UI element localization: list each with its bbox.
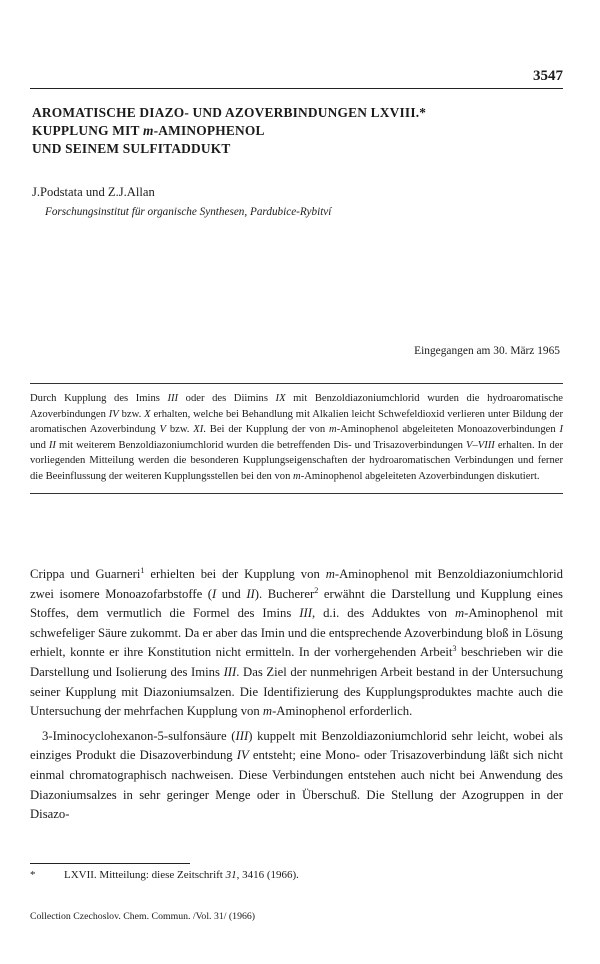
body-paragraph-2: 3-Iminocyclohexanon-5-sulfonsäure (III) kuppelt mit Benzoldiazoniumchlorid sehr leicht, wobei als einziges Produkt die Disazoverbindung IV entsteht; eine Mono- oder Trisazoverbindung läßt sich nicht einmal chromatographisch nachweisen. Diese Verbindungen entstehen auch nicht bei Anwendung des Diazoniumsalzes in sehr geringer Menge oder in Überschuß. Die Stellung der Azogruppen in der Disazo- [30, 728, 563, 822]
footnote-text-b: , 3416 (1966). [236, 869, 299, 881]
header-rule [30, 88, 563, 89]
title-line-2-c: -AMINOPHENOL [153, 123, 265, 138]
affiliation: Forschungsinstitut für organische Synthesen, Pardubice-Rybitví [45, 206, 332, 218]
journal-citation: Collection Czechoslov. Chem. Commun. /Vol. 31/ (1966) [30, 911, 256, 922]
title-line-1: AROMATISCHE DIAZO- UND AZOVERBINDUNGEN LXVIII.* [32, 105, 427, 120]
received-date: Eingegangen am 30. März 1965 [414, 345, 560, 357]
title-line-2 [32, 122, 562, 140]
title-line-2-a: KUPPLUNG MIT [32, 123, 143, 138]
footnote-mark: * [30, 869, 36, 881]
body-paragraph-1: Crippa und Guarneri$^1$ erhielten bei der Kupplung von m-Aminophenol mit Benzoldiazoniumchlorid zwei isomere Monoazofarbstoffe (I und II). Bucherer$^2$ erwähnt die Darstellung und Kupplung eines Stoffes, dem vermutlich die Formel des Imins III, d.i. des Adduktes von m-Aminophenol mit schwefeliger Säure zukommt. Da er aber das Imin und die entsprechende Azoverbindung bloß in Lösung erhielt, konnte er ihre Konstitution nicht ermitteln. In der vorhergehenden Arbeit$^3$ beschrieben wir die Darstellung und Isolierung des Imins III. Das Ziel der nunmehrigen Arbeit bestand in der Untersuchung seiner Kupplung mit Diazoniumsalzen. Die Identifizierung des Kupplungsproduktes machte auch die Untersuchung der mehrfachen Kupplung von m-Aminophenol erforderlich. [30, 565, 564, 719]
title-line-3: UND SEINEM SULFITADDUKT [32, 141, 231, 156]
page-number: 3547 [533, 68, 563, 84]
authors: J.Podstata und Z.J.Allan [32, 185, 155, 199]
title-line-2-italic: m [142, 123, 154, 138]
footnote-rule [30, 863, 190, 864]
paper-title [32, 104, 562, 158]
abstract: Durch Kupplung des Imins III oder des Diimins IX mit Benzoldiazoniumchlorid wurden die hydroaromatische Azoverbindungen IV bzw. X erhalten, welche bei Behandlung mit Alkalien leicht Schwefeldioxid verlieren unter Bildung der aromatischen Azoverbindung V bzw. XI. Bei der Kupplung der von m-Aminophenol abgeleiteten Monoazoverbindungen I und II mit weiterem Benzoldiazoniumchlorid wurden die betreffenden Dis- und Trisazoverbindungen V–VIII erhalten. In der vorliegenden Mitteilung werden die besonderen Kupplungseigenschaften der hydroaromatischen Verbindungen und ferner die Beeinflussung der weiteren Kupplungsstellen bei den von m-Aminophenol abgeleiteten Azoverbindungen diskutiert. [30, 383, 563, 494]
footnote [30, 869, 563, 881]
footnote-text-a: LXVII. Mitteilung: diese Zeitschrift [64, 869, 226, 881]
body-text [30, 565, 563, 825]
footnote-volume: 31 [225, 869, 237, 881]
